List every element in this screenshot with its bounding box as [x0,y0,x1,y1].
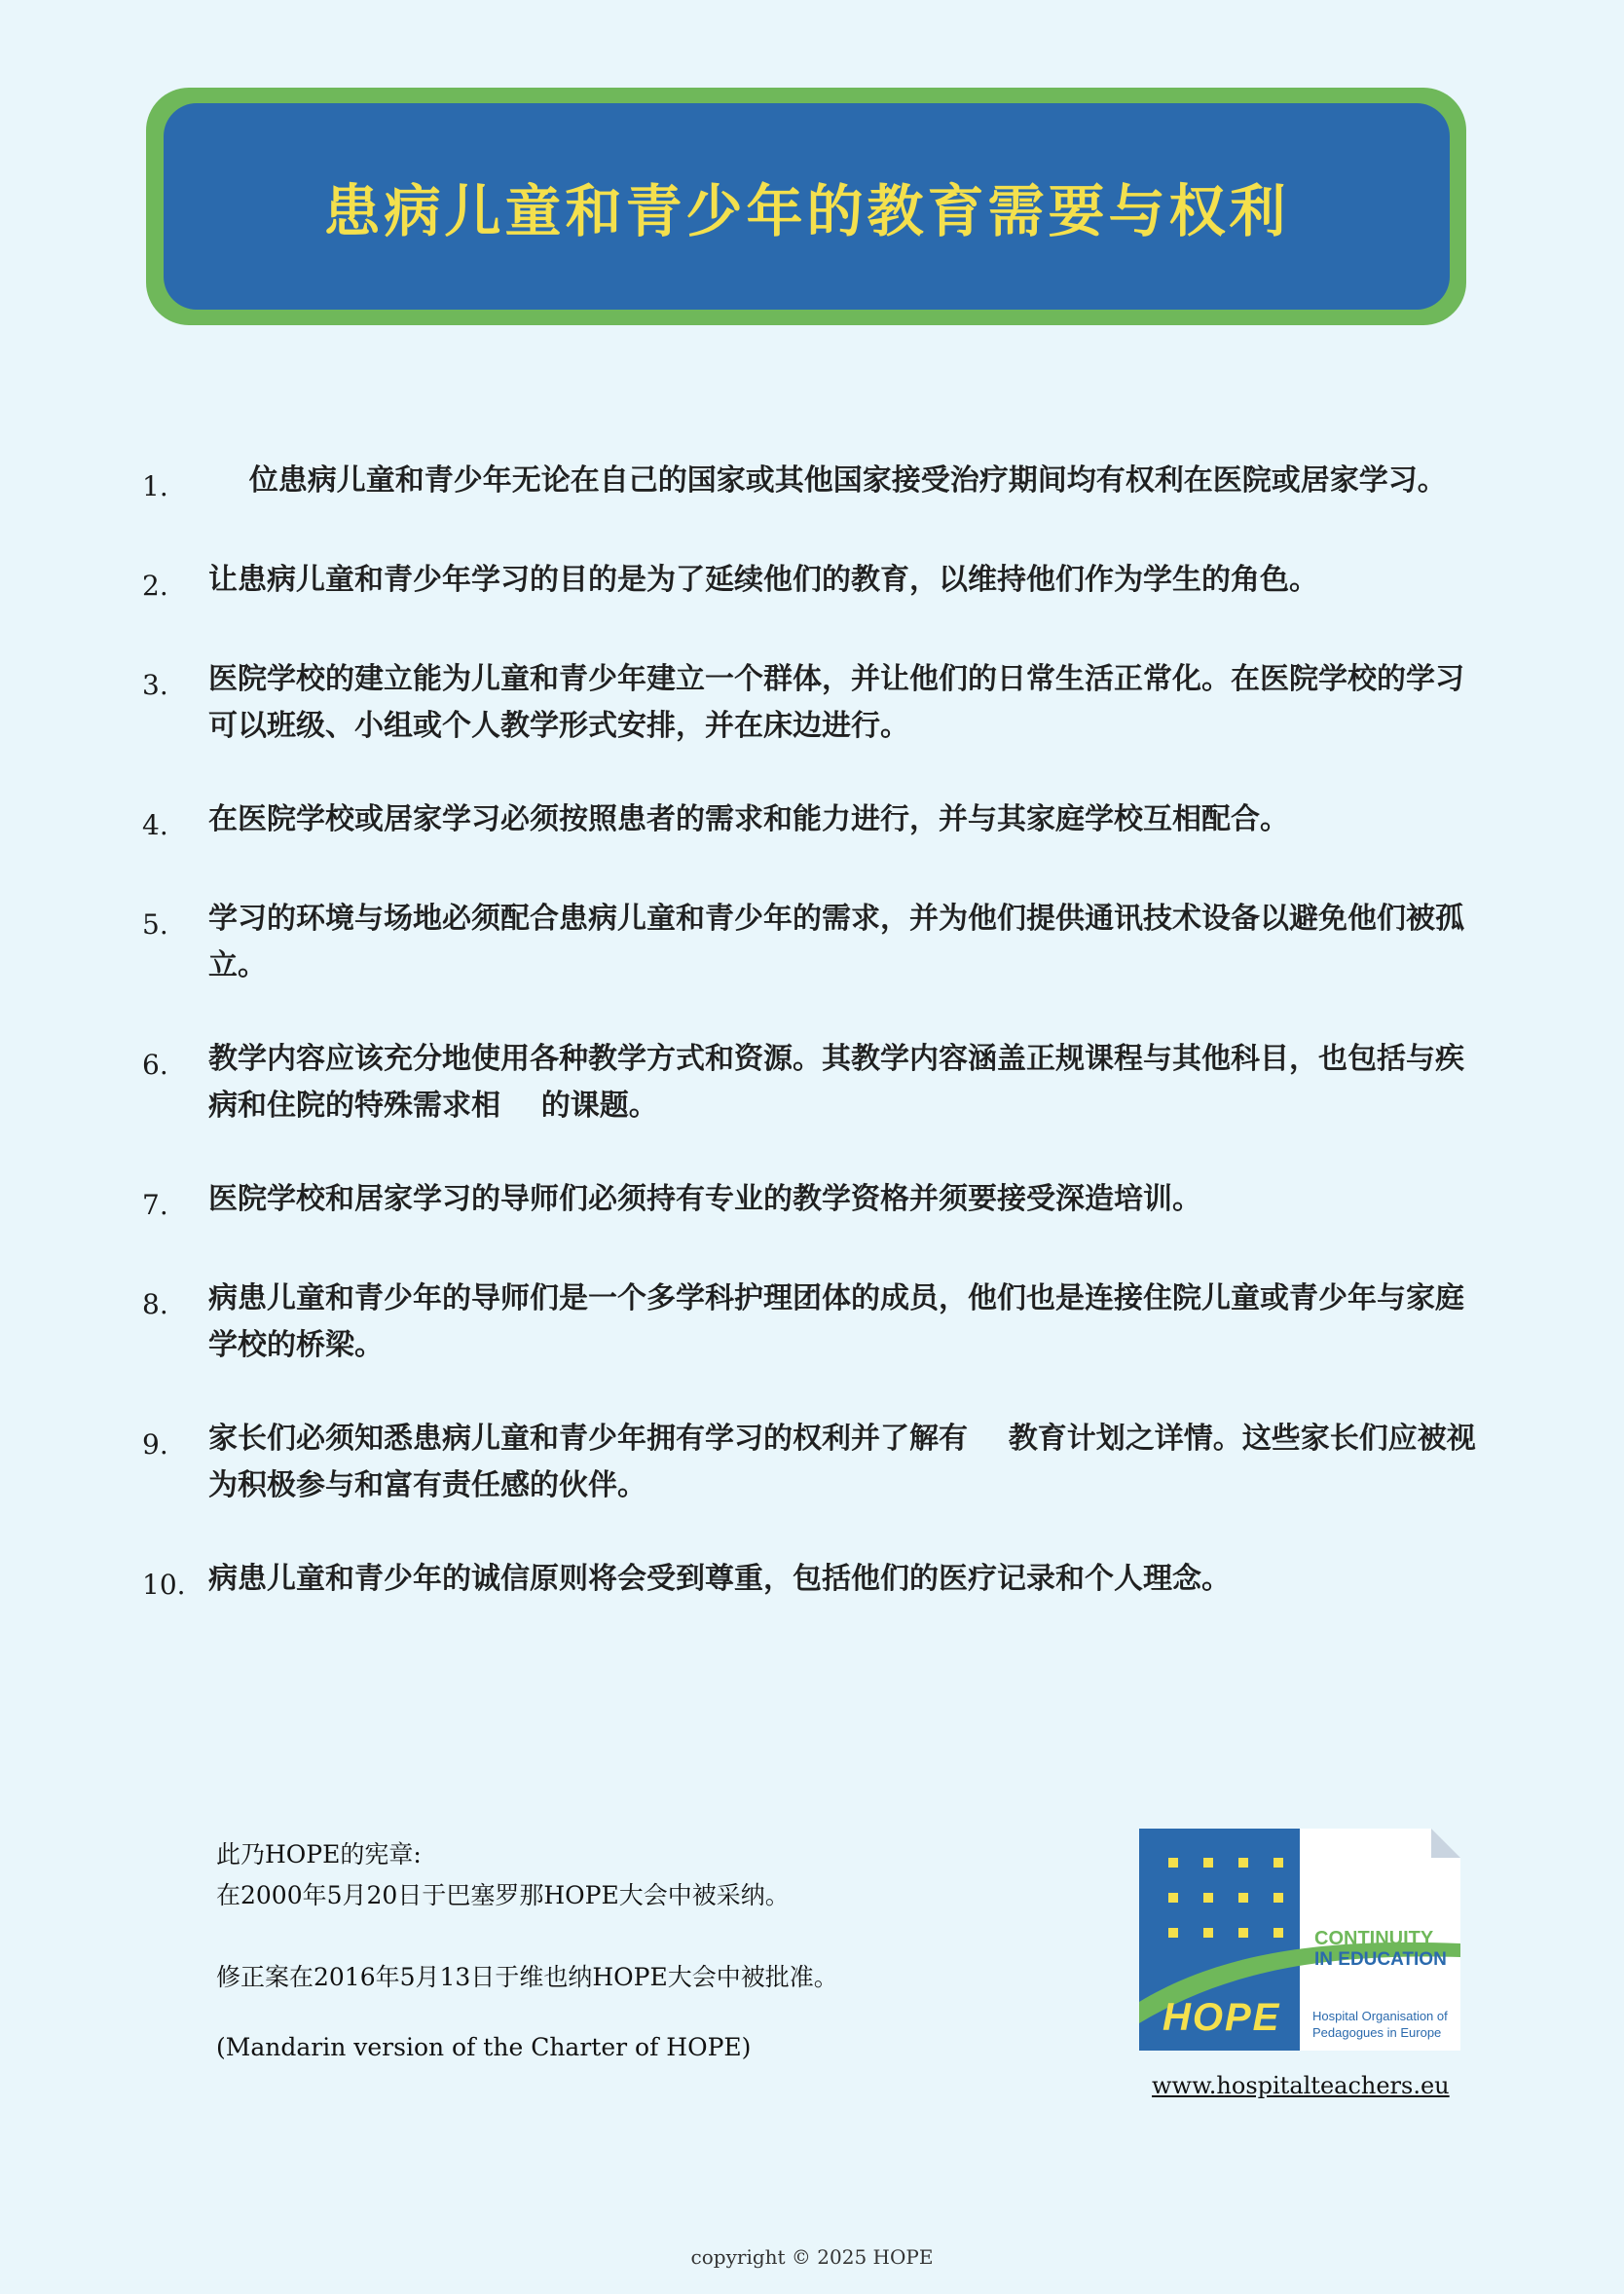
item-text: 医院学校和居家学习的导师们必须持有专业的教学资格并须要接受深造培训。 [208,1182,1201,1216]
list-item [142,458,1476,510]
item-text: 让患病儿童和青少年学习的目的是为了延续他们的教育，以维持他们作为学生的角色。 [208,563,1318,597]
item-number: 5. [142,908,168,941]
item-text: 病患儿童和青少年的导师们是一个多学科护理团体的成员，他们也是连接住院儿童或青少年与家庭学校的桥梁。 [208,1281,1464,1362]
item-text: 学习的环境与场地必须配合患病儿童和青少年的需求，并为他们提供通讯技术设备以避免他们被孤立。 [208,902,1464,982]
charter-adoption-note [216,1834,838,2068]
page-title: 患病儿童和青少年的教育需要与权利 [323,178,1290,244]
item-number: 3. [142,669,168,701]
item-number: 8. [142,1288,168,1320]
item-number: 9. [142,1428,168,1461]
item-text: 在医院学校或居家学习必须按照患者的需求和能力进行，并与其家庭学校互相配合。 [208,802,1289,836]
list-item [142,1416,1476,1509]
item-number: 6. [142,1049,168,1081]
charter-list [142,458,1476,1609]
list-item [142,1176,1476,1229]
logo-org-line: Hospital Organisation of [1312,2009,1448,2023]
logo-hope-text: HOPE [1163,1996,1281,2039]
item-text: 病患儿童和青少年的诚信原则将会受到尊重，包括他们的医疗记录和个人理念。 [208,1562,1231,1596]
website-link[interactable]: www.hospitalteachers.eu [1152,2072,1450,2099]
title-banner [164,103,1450,310]
footer-line: (Mandarin version of the Charter of HOPE) [216,2033,752,2061]
logo-ineducation-text: IN EDUCATION [1314,1949,1447,1970]
list-item [142,1556,1476,1609]
list-item [142,796,1476,849]
list-item [142,896,1476,989]
footer-line: 此乃HOPE的宪章: [216,1840,422,1868]
item-number: 4. [142,809,168,841]
list-item [142,1036,1476,1129]
hope-logo [1139,1829,1460,2051]
copyright-notice: copyright © 2025 HOPE [690,2245,934,2269]
item-number: 2. [142,570,168,602]
item-number: 7. [142,1189,168,1221]
list-item [142,656,1476,750]
logo-continuity-text: CONTINUITY [1314,1928,1434,1949]
item-number: 10. [142,1569,186,1601]
logo-organisation-text [1312,2008,1448,2041]
footer-line: 修正案在2016年5月13日于维也纳HOPE大会中被批准。 [216,1963,838,1991]
item-text: 位患病儿童和青少年无论在自己的国家或其他国家接受治疗期间均有权利在医院或居家学习。 [208,463,1447,498]
list-item [142,557,1476,610]
logo-org-line: Pedagogues in Europe [1312,2025,1442,2040]
list-item [142,1276,1476,1369]
footer-line: 在2000年5月20日于巴塞罗那HOPE大会中被采纳。 [216,1881,790,1909]
item-text: 教学内容应该充分地使用各种教学方式和资源。其教学内容涵盖正规课程与其他科目，也包括与疾病和住院的特殊需求相 的课题。 [208,1042,1464,1123]
item-number: 1. [142,470,168,502]
item-text: 家长们必须知悉患病儿童和青少年拥有学习的权利并了解有 教育计划之详情。这些家长们应被视为积极参与和富有责任感的伙伴。 [208,1422,1476,1502]
item-text: 医院学校的建立能为儿童和青少年建立一个群体，并让他们的日常生活正常化。在医院学校的学习可以班级、小组或个人教学形式安排，并在床边进行。 [208,662,1464,743]
